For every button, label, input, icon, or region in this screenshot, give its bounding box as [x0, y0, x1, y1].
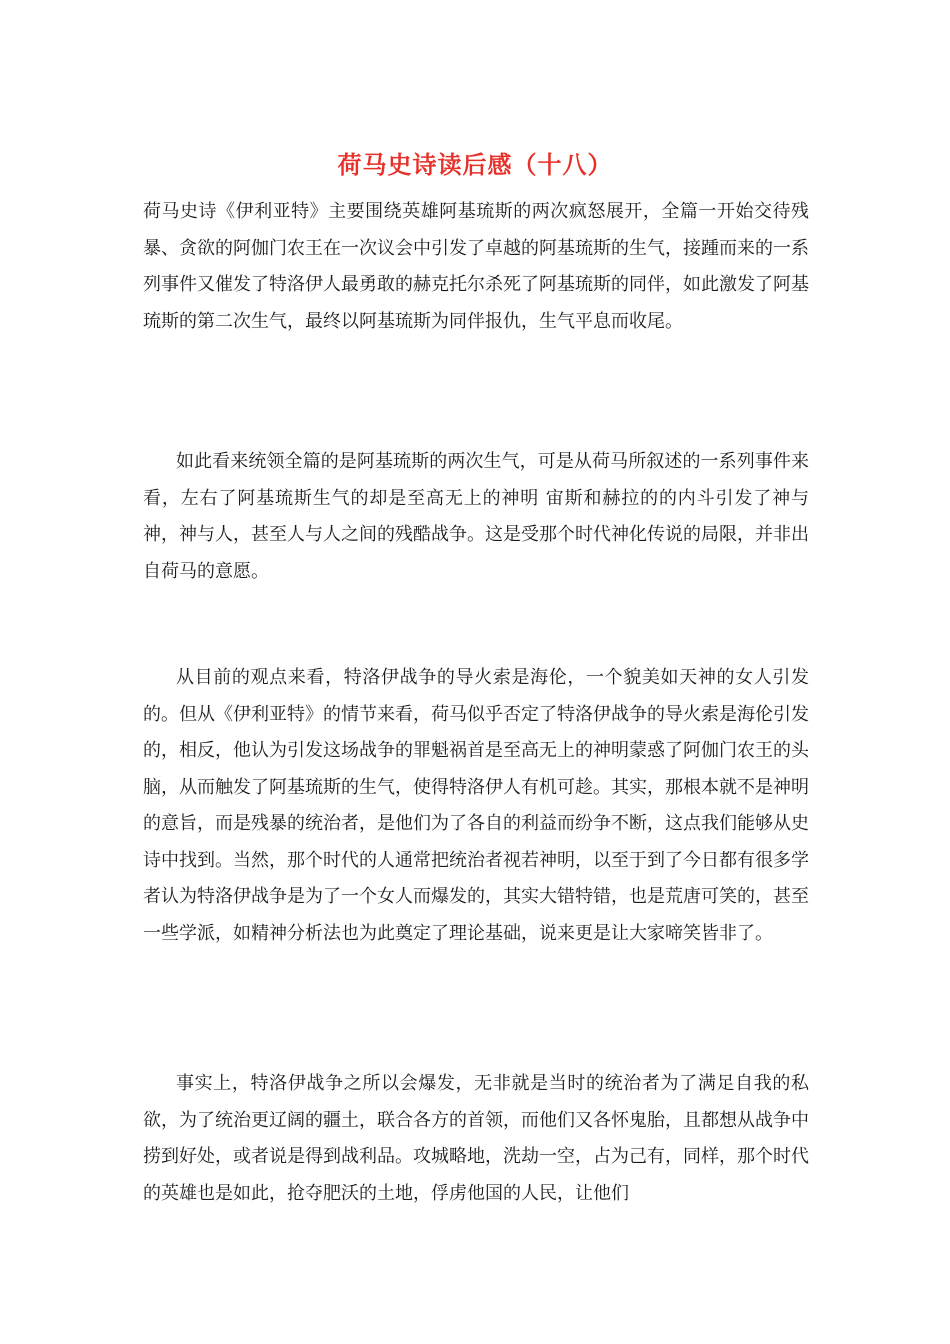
paragraph-3: 从目前的观点来看，特洛伊战争的导火索是海伦，一个貌美如天神的女人引发的。但从《伊利亚特》的情节来看，荷马似乎否定了特洛伊战争的导火索是海伦引发的，相反，他认为引发这场战争的罪魁祸首是至高无上的神明蒙惑了阿伽门农王的头脑，从而触发了阿基琉斯的生气，使得特洛伊人有机可趁。其实，那根本就不是神明的意旨，而是残暴的统治者，是他们为了各自的利益而纷争不断，这点我们能够从史诗中找到。当然，那个时代的人通常把统治者视若神明，以至于到了今日都有很多学者认为特洛伊战争是为了一个女人而爆发的，其实大错特错，也是荒唐可笑的，甚至一些学派，如精神分析法也为此奠定了理论基础，说来更是让大家啼笑皆非了。 — [143, 667, 809, 944]
paragraph-4: 事实上，特洛伊战争之所以会爆发，无非就是当时的统治者为了满足自我的私欲，为了统治更辽阔的疆土，联合各方的首领，而他们又各怀鬼胎，且都想从战争中捞到好处，或者说是得到战利品。攻城略地，洗劫一空，占为己有，同样，那个时代的英雄也是如此，抢夺肥沃的土地，俘虏他国的人民，让他们 — [143, 1073, 809, 1204]
paragraph-2: 如此看来统领全篇的是阿基琉斯的两次生气，可是从荷马所叙述的一系列事件来看，左右了阿基琉斯生气的却是至高无上的神明 宙斯和赫拉的的内斗引发了神与神，神与人，甚至人与人之间的残酷战争。这是受那个时代神化传说的局限，并非出自荷马的意愿。 — [143, 451, 809, 582]
document-title: 荷马史诗读后感（十八） — [337, 150, 613, 179]
paragraph-1: 荷马史诗《伊利亚特》主要围绕英雄阿基琉斯的两次疯怒展开，全篇一开始交待残暴、贪欲的阿伽门农王在一次议会中引发了卓越的阿基琉斯的生气，接踵而来的一系列事件又催发了特洛伊人最勇敢的赫克托尔杀死了阿基琉斯的同伴，如此激发了阿基琉斯的第二次生气，最终以阿基琉斯为同伴报仇，生气平息而收尾。 — [143, 201, 809, 332]
